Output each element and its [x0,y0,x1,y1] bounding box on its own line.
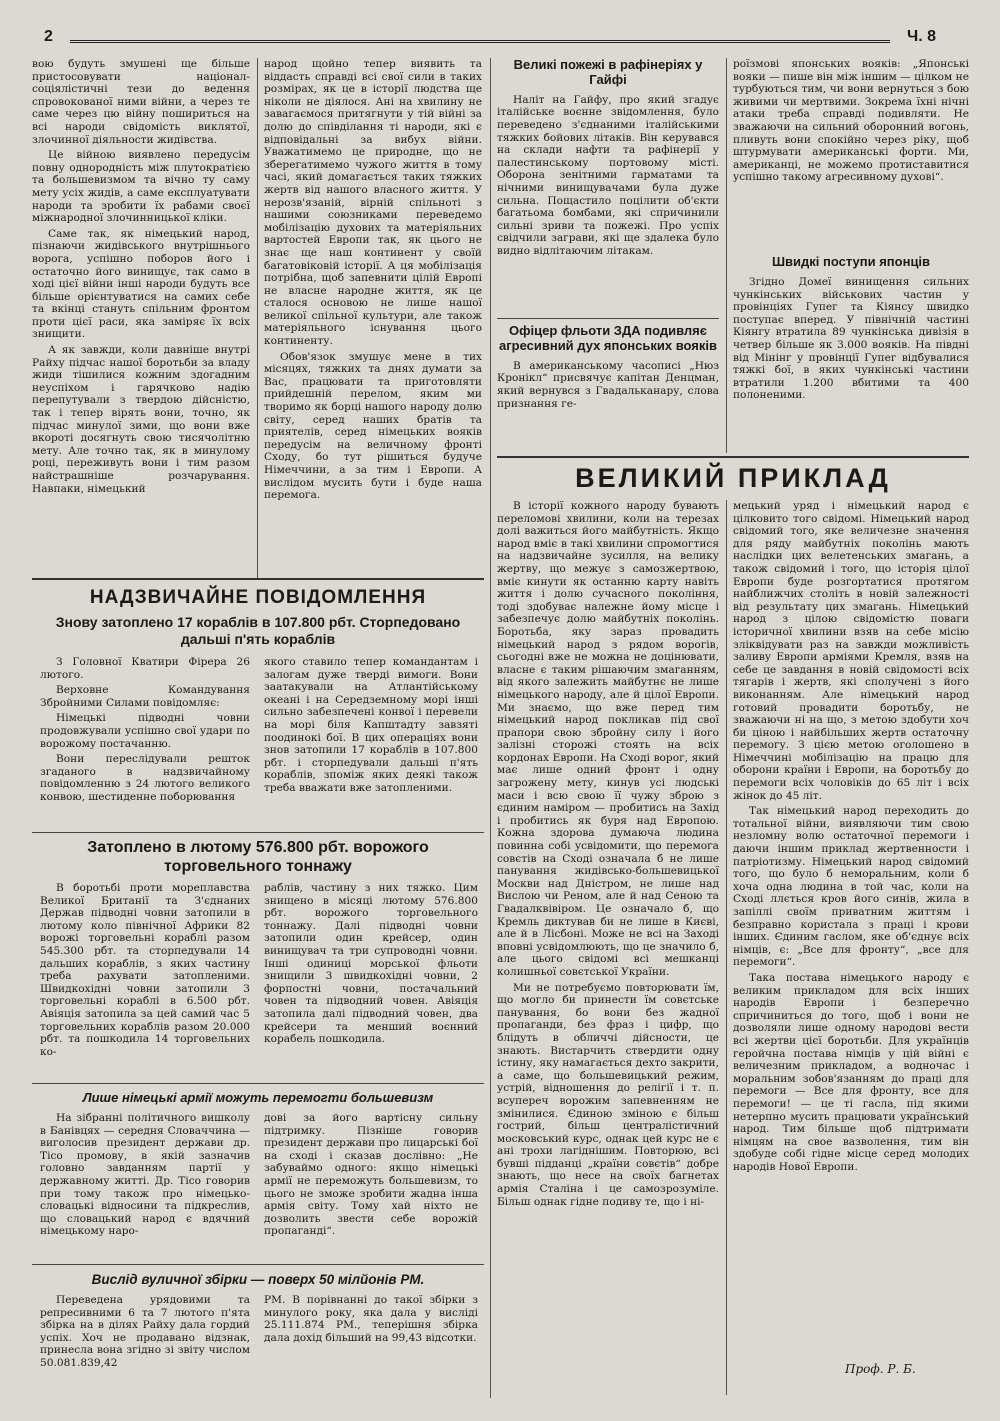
column-rule [726,58,727,453]
paragraph: В боротьбі проти мореплавства Великої Британії та З'єднаних Держав підводні човни затопили в лютому коло північної Африки 82 ворожі торговельні кораблі разом 545.300 рбт. та сторпедували 14 дальших кораблів, з яких частину треба рахувати затопленими. Швидкохідні човни затопили 3 торговельні кораблі в 6.500 рбт. Авіяція затопила за цей самий час 5 торговельних кораблів разом 20.000 рбт. та пошкодила 14 торговельних ко- [40,882,250,1058]
special-right [264,656,478,832]
officer-body: В американському часописі „Нюз Кронікл“ присвячує капітан Денцман, який вернувся з Гвадальканару, слова признання ге- [497,359,719,410]
fires-body: Наліт на Гайфу, про який згадує італійське воєнне звідомлення, було переведено з'єднаними італійськими тяжких бойових літаків. Він керувався на склади нафти та рафінерії у палестинському портовому місті. Оборона зенітними гарматами та нічними винищувачами була дуже сильна. Пощастило поцілити об'єкти багатьома бомбами, які спричинили сильні зриви та пожежі. Про успіх свідчили заграви, які ще здалека було видно відлітаючим літакам. [497,93,719,257]
paragraph: Німецькі підводні човни продовжували успішно свої удари по ворожому постачанню. [40,712,250,750]
page-number: 2 [44,28,53,45]
japan-headline: Швидкі поступи японців [771,255,931,269]
japan-article [733,255,969,453]
paragraph: дові за його вартісну сильну підтримку. Пізніше говорив президент держави про лицарські бої на сході і сказав дослівно: „Не забуваймо одного: якщо німецькі армії не переможуть большевизм, то цього не зможе зробити жадна інша армія світу. Тому хай ніхто не дозволить звести себе ворожій пропаганді“. [264,1112,478,1238]
paragraph: мецький уряд і німецький народ є цілковито того свідомі. Німецький народ свідомий того, яке величезне значення для ряду майбутніх поколінь мають наслідки цих велетенських змагань, а також свідомий і того, що історія цілої Европи буде розгортатися протягом найближчих століть в новій залежності від результату цих змагань. Німецький народ з цілою свідомістю поваги історичної хвилини взяв на себе місію зліквідувати раз на завжди можливість заливу Европи арміями Кремля, взяв на себе це завдання в новій свідомості всіх тягарів і жертв, які сполучені з його виконанням. Але німецький народ готовий провадити боротьбу, не зважаючи ні на що, з метою здобути хоч би ціною і найбільших жертв остаточну перемогу. З цією метою оголошено в Німеччині мобілізацію на працю для оборони країни і Европи, на боротьбу до перемоги всіх чоловіків до 65 літ і всіх жінок до 45 літ. [733,500,969,802]
masthead-issue: Ч. 8 [906,28,936,45]
paragraph: Верховне Командування Збройними Силами повідомляє: [40,684,250,709]
army-headline: Лише німецькі армії можуть перемогти большевизм [82,1090,434,1105]
japan-body: Згідно Домеї винищення сильних чункінських військових частин у провінціях Гупег та Кіянсу швидко поступає вперед. У північній частині Кіянгу втратила 89 чункінська дивізія в четвер більше як 3.000 вояків. На півдні від Мінінг у провінції Гупег відбувалися тяжкі бої, в яких чункінські частини втратили 1.200 вбитими та 400 полоненими. [733,275,969,402]
column-rule [726,500,727,1395]
column-rule [257,58,258,578]
example-left [497,500,719,1395]
paragraph: Вони переслідували решток згаданого в надзвичайному повідомленню з 24 лютого великого конвою, шестиденне поборювання [40,753,250,803]
example-right [733,500,969,1355]
fires-article [497,58,719,318]
sunk-headline: Затоплено в лютому 576.800 рбт. ворожого торговельного тоннажу [87,839,429,876]
paragraph: вою будуть змушені ще більше пристосовувати націонал-соціялістичні тези до ведення спровокованої ними війни, а через те саме через цю війну пошириться на всі народи свідомість виклятої, злочинної діяльности жидівства. [32,58,250,146]
officer-article [497,324,719,454]
paragraph: В історії кожного народу бувають переломові хвилини, коли на терезах долі важиться його майбутність. Якщо народ вміє в такі хвилини спромогтися на надзвичайне зусилля, на велику жертву, що межує з самозжертвою, вміє кинути як останню карту навіть життя і долю сучасного покоління, тоді здобуває належне йому місце і забезпечує долю майбутніх поколінь. Боротьба, яку зараз провадить німецький народ з рядом ворогів, сьогодні вже не можна не доцінювати, власне є таким рішаючим змаганням, від якого залежить майбутнє не лише німецького народу, але й цілої Европи. Ми знаємо, що вже перед тим німецький народ покликав під свої прапори свою збройну силу і його залізні сторожі стоять на всіх кордонах Европи. На Сході ворог, який має лише одний фронт і одну загрожену мету, кинув усі людські маси і всю свою її чужу зброю з єдиним наміром — пробитись на Захід і пробитись як буря над Европою. Кожна здорова думаюча людина повинна собі усвідомити, що перемога совєтів на Сході означала б не лише панування жидівсько-большевицької Москви над Дністром, не лише над Вислою чи Реном, але й над Сеною та Гвадалквівіром. Це означало б, що Кремль диктував би не лише в Києві, але й в Лісбоні. Може не всі на Заході вповні усвідомлюють, що це значило б, але цього свідомі всі мешканці колишньої совєтської України. [497,500,719,978]
paragraph: якого ставило тепер командантам і залогам дуже тверді вимоги. Вони заатакували на Атлантійському океані і на Середземному морі інші сильно забезпечені конвої і перевели на морі біля Капштадту завзяті поодинокі бої. В цих операціях вони знов затопили 17 кораблів в 107.800 рбт. і сторпедували дальші п'ять кораблів, зпоміж яких деякі також треба вважати вже затопленими. [264,656,478,794]
special-headline: НАДЗВИЧАЙНЕ ПОВІДОМЛЕННЯ [89,587,427,608]
article-rule [32,832,484,833]
special-subtitle: Знову затоплено 17 кораблів в 107.800 рбт. Сторпедовано дальші п'ять кораблів [55,614,461,647]
collect-right [264,1294,478,1404]
sunk-left [40,882,250,1082]
paragraph: РМ. В порівнанні до такої збірки з минулого року, яка дала у висліді 25.111.874 РМ., теперішня збірка дала дохід більший на 99,43 відсотки. [264,1294,478,1344]
paragraph: раблів, частину з них тяжко. Цим знищено в місяці лютому 576.800 рбт. ворожого торговельного тоннажу. Далі підводні човни затопили один крейсер, один винищувач та три супроводні човни. Інші одиниці морської фльоти знищили 3 швидкохідні човни, 2 форпостні човни, постачальний човен та підводний човен. Авіяція затопила далі підводний човен, два крейсери та менший воєнний корабель пошкодила. [264,882,478,1046]
paragraph: Така постава німецького народу є великим прикладом для всіх інших народів Европи і безперечно спричиниться до того, щоб і вони не дозволяли лише одному народові вести всі жертви цієї боротьби. Для українців геройчна постава німців у цій війні є величезним прикладом, а водночас і моральним зобов'язанням до праці для перемоги — Все для фронту, все для перемоги! — це ті гасла, під якими нетерпно мусить працювати український народ. Тим більше щоб підтримати німцям на свое вазволення, тим він здобуде собі гідне місце серед молодих народів Нової Европи. [733,971,969,1173]
article-rule [497,318,719,319]
paragraph: Обов'язок змушує мене в тих місяцях, тяжких та днях думати за Вас, працювати та приготовляти прийдешній перелом, яким ми творимо як борці нашого народу долю світу, серед наших братів та приятелів, серед німецьких вояків передусім на величному фронті Сходу, бо тут рішиться будуче Німеччини, а за тим і Европи. А вислідом мусить бути і буде наша перемога. [264,350,482,502]
army-left [40,1112,250,1262]
article-rule [497,456,969,458]
column-1-text [32,58,250,573]
header-rule [70,40,890,43]
paragraph: народ щойно тепер виявить та віддасть справді всі свої сили в таких розмірах, як це в історії людства ще ніколи не діялося. Ані на хвилину не завагаємося притягнути у тій війні за долю до співділання ті народи, які є відповідальні за вибух війни. Уважатимемо це природне, що не зберегатимемо чужого життя в тому часі, який домагається таких тяжких жертв від нашого власного життя. У нерозв'язаній, вірній спільноті з нашими союзниками переведемо мобілізацію духових та матеріяльних вартостей Европи так, як цього не знає ще наш континент у своїй багатовіковій історії. А ця мобілізація потрібна, щоб запевнити цілій Европі не власне народне життя, як це сталося основою не лише нашої великої спільної культури, але також матеріяльного існування цього континенту. [264,58,482,348]
paragraph: Саме так, як німецький народ, пізнаючи жидівського внутрішнього ворога, успішно поборов його і остаточно його винищує, так само в ході цієї війни інші народи будуть все більше орієнтуватися на самих себе та вкінці стануть спільним фронтом проти цієї раси, яка заміряє їх всіх знищити. [32,227,250,341]
column-4-text [733,58,969,248]
paragraph: З Головної Кватири Фірера 26 лютого. [40,656,250,681]
paragraph: А як завжди, коли давніше внутрі Райху підчас нашої боротьби за владу жиди тішилися кожним здогадним неуспіхом і гарячково надію перепутували з твердою дійсністю, так і тепер вірять вони, точно, як підчас минулої зими, що вони вже вкороті досягнуть свою тисячолітню мету. Але точно так, як в минулому році, переживуть вони і тим разом найстрашніше розчарування. Навпаки, німецький [32,344,250,495]
fires-headline: Великі пожежі в рафінеріях у Гайфі [513,58,703,87]
collect-headline: Вислід вуличної збірки — поверх 50 мілйонів РМ. [91,1272,425,1287]
collect-left [40,1294,250,1404]
article-rule [32,1083,484,1084]
article-rule [32,1264,484,1265]
article-rule [32,578,484,580]
officer-headline: Офіцер фльоти ЗДА подивляє агресивний дух японських вояків [498,324,718,353]
paragraph: Ми не потребуємо повторювати їм, що могло би принести їм совєтське панування, бо вони без жадної пропаганди, без фраз і цифр, що блідуть в обличчі дійсности, це знають. Вистарчить ствердити одну істину, яку намагається дехто закрити, а саме, що большевицький режим, устрій, відношення до релігії і т. п. всупереч ворожим запевненням не змінилися. Єдиною зміною є більш гострий, більш централістичний московський курс, однак цей курс не є ані трохи лагіднішим. Повторюю, всі бувші підданці „країни совєтів“ добре знають, що несе на своїх багнетах армія Сталіна і це самозрозуміле. Більш однак гідне подиву те, що і ні- [497,981,719,1208]
paragraph: Це війною виявлено передусім повну однородність між плутократією та большевизмом та вічно ту саму мету усіх жидів, а саме експлуатувати народи та зробити їх рабами своєї міжнародної злочинницької кліки. [32,149,250,225]
paragraph: Так німецький народ переходить до тотальної війни, виявляючи тим свою незломну волю остаточної перемоги і даючи іншим приклад жертвенности і патріотизму. Німецький народ свідомий того, що було б неморальним, коли б хоча одна людина в той час, коли на Сході ллється кров його синів, жила в запіллі своїм приватним життям і безправно користала з праці і крови інших. Єдиним гаслом, яке об'єднує всіх німців, є: „Все для фронту“, „все для перемоги“. [733,805,969,969]
paragraph: роїзмові японських вояків: „Японські вояки — пише він між іншим — цілком не турбуються тим, чи вони вернуться з бою живими чи мертвими. Зокрема їхні нічні атаки треба справді подивляти. Не зважаючи на сильний оборонний вогонь, пливуть вони спокійно через ріку, щоб штурмувати американські форти. Ми, американці, не можемо протиставитися успішно такому агресивному духові“. [733,58,969,184]
sunk-right [264,882,478,1082]
army-right [264,1112,478,1262]
running-header [30,22,970,48]
column-2-text [264,58,482,573]
special-left [40,656,250,832]
paragraph: На зібранні політичного вишколу в Банівцях — середня Словаччина — виголосив президент держави др. Тісо промову, в якій зазначив головно завданням партії у державному житті. Др. Тісо говорив при тому також про німецько-словацькі відносини та підкреслив, що словацький народ є вдячний німецькому наро- [40,1112,250,1238]
paragraph: Переведена урядовими та репресивними 6 та 7 лютого п'ята збірка на в ділях Райху дала гордий успіх. Хоч не продавано відзнак, принесла вона згідно зі звіту числом 50.081.839,42 [40,1294,250,1369]
column-rule [490,58,491,1398]
example-headline: ВЕЛИКИЙ ПРИКЛАД [575,463,891,493]
author-signature: Проф. Р. Б. [845,1362,916,1376]
